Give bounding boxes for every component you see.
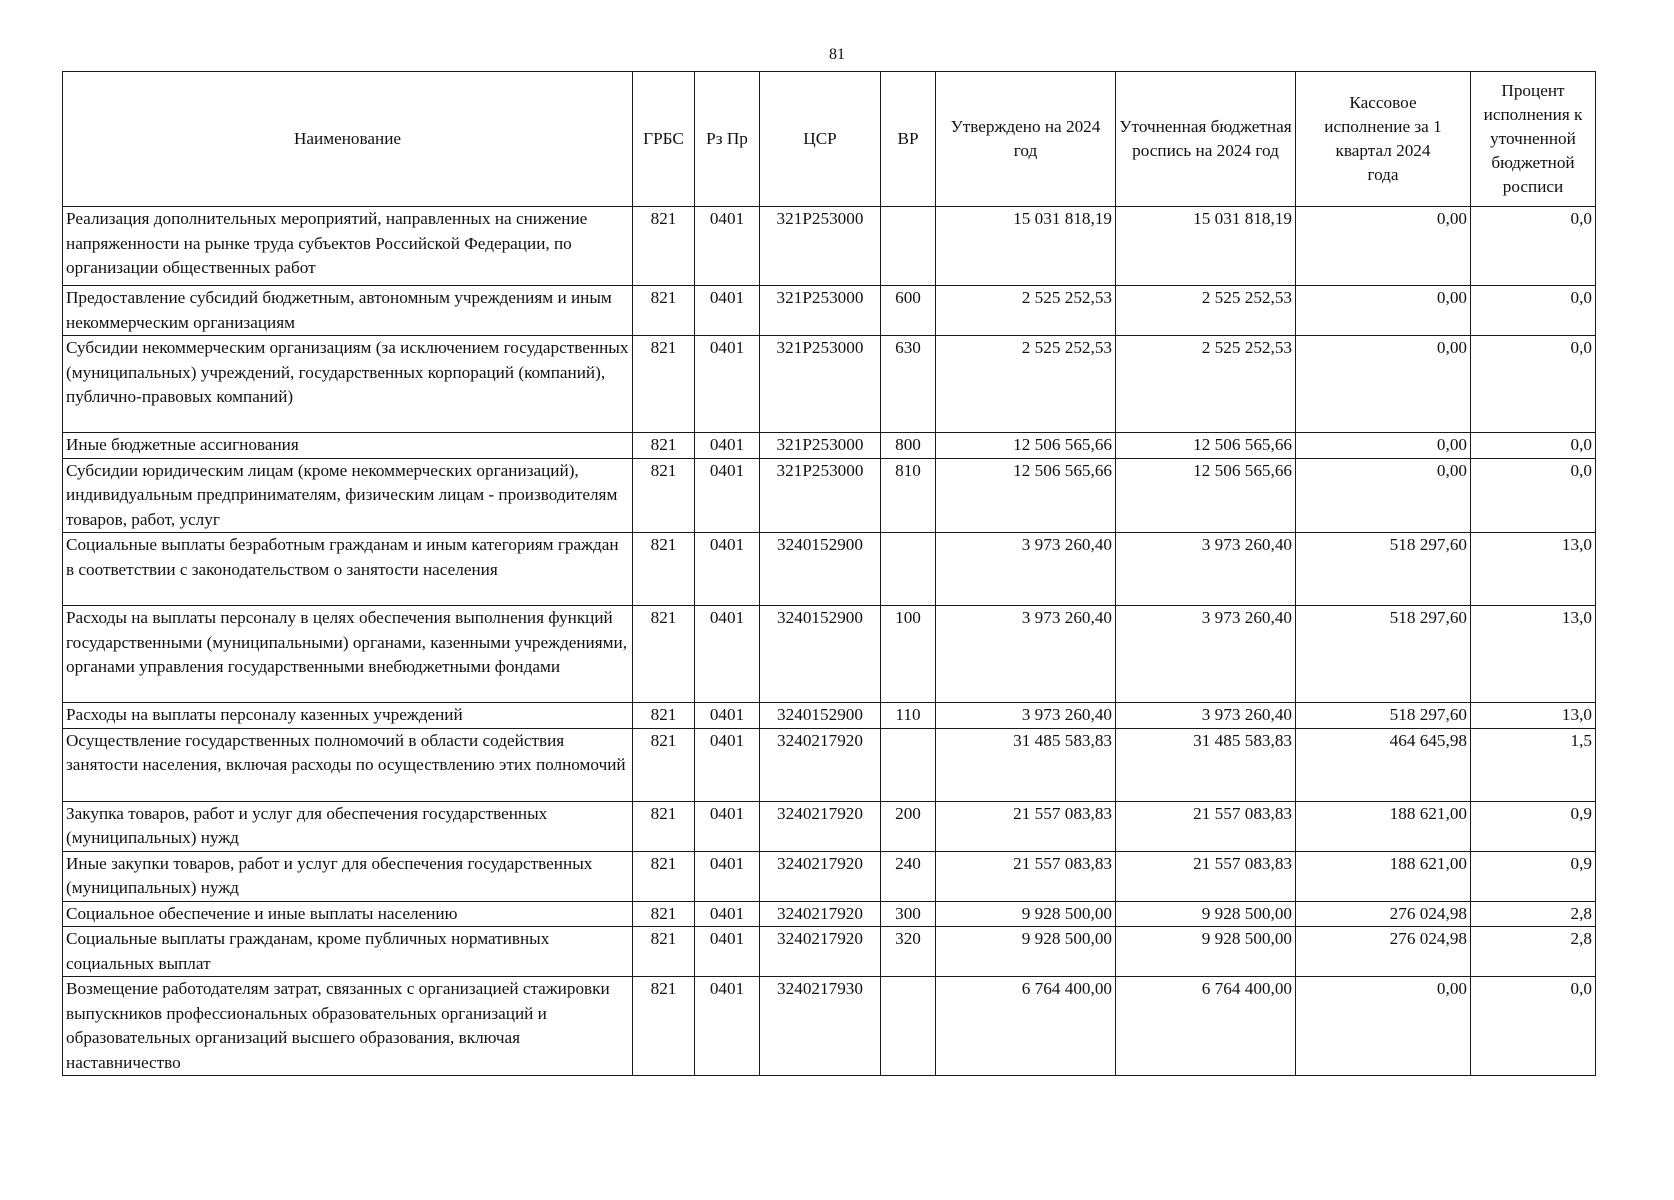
table-cell-rzpr: 0401 [695, 207, 760, 286]
budget-table [62, 71, 1596, 1076]
table-cell-cash: 0,00 [1296, 433, 1471, 459]
table-cell-name: Возмещение работодателям затрат, связанных с организацией стажировки выпускников профессиональных образовательных организаций и образовательных организаций высшего образования, включая наставничество [63, 977, 633, 1076]
table-cell-csr: 321Р253000 [760, 433, 881, 459]
table-cell-approved: 21 557 083,83 [936, 851, 1116, 901]
table-cell-name: Субсидии юридическим лицам (кроме некоммерческих организаций), индивидуальным предпринимателям, физическим лицам - производителям товаров, работ, услуг [63, 458, 633, 533]
table-cell-cash: 518 297,60 [1296, 703, 1471, 729]
table-cell-vr [881, 728, 936, 801]
table-row [63, 433, 1596, 459]
table-cell-name: Социальные выплаты безработным гражданам и иным категориям граждан в соответствии с законодательством о занятости населения [63, 533, 633, 606]
table-cell-name: Осуществление государственных полномочий в области содействия занятости населения, включая расходы по осуществлению этих полномочий [63, 728, 633, 801]
table-cell-percent: 0,0 [1471, 433, 1596, 459]
table-cell-rzpr: 0401 [695, 433, 760, 459]
table-cell-grbs: 821 [633, 458, 695, 533]
table-cell-name: Предоставление субсидий бюджетным, автономным учреждениям и иным некоммерческим организациям [63, 286, 633, 336]
table-cell-vr: 240 [881, 851, 936, 901]
table-cell-percent: 0,0 [1471, 286, 1596, 336]
table-cell-rzpr: 0401 [695, 703, 760, 729]
table-cell-refined: 12 506 565,66 [1116, 458, 1296, 533]
table-cell-rzpr: 0401 [695, 927, 760, 977]
table-cell-name: Иные бюджетные ассигнования [63, 433, 633, 459]
table-cell-cash: 0,00 [1296, 207, 1471, 286]
table-cell-approved: 3 973 260,40 [936, 606, 1116, 703]
header-row [63, 72, 1596, 207]
table-cell-rzpr: 0401 [695, 336, 760, 433]
table-cell-percent: 0,0 [1471, 458, 1596, 533]
table-cell-grbs: 821 [633, 977, 695, 1076]
table-cell-vr [881, 207, 936, 286]
table-cell-percent: 13,0 [1471, 606, 1596, 703]
table-cell-vr: 600 [881, 286, 936, 336]
table-cell-name: Расходы на выплаты персоналу в целях обеспечения выполнения функций государственными (муниципальными) органами, казенными учреждениями, органами управления государственными внебюджетными фондами [63, 606, 633, 703]
table-cell-grbs: 821 [633, 927, 695, 977]
header-grbs: ГРБС [633, 72, 695, 207]
table-row [63, 801, 1596, 851]
table-cell-approved: 31 485 583,83 [936, 728, 1116, 801]
table-cell-grbs: 821 [633, 533, 695, 606]
table-cell-approved: 3 973 260,40 [936, 703, 1116, 729]
table-cell-name: Субсидии некоммерческим организациям (за исключением государственных (муниципальных) учреждений, государственных корпораций (компаний), публично-правовых компаний) [63, 336, 633, 433]
table-cell-csr: 3240217920 [760, 851, 881, 901]
header-vr: ВР [881, 72, 936, 207]
table-row [63, 901, 1596, 927]
table-cell-grbs: 821 [633, 851, 695, 901]
table-cell-cash: 276 024,98 [1296, 901, 1471, 927]
table-cell-csr: 3240217920 [760, 801, 881, 851]
table-cell-cash: 188 621,00 [1296, 851, 1471, 901]
table-row [63, 533, 1596, 606]
table-cell-vr [881, 977, 936, 1076]
table-cell-name: Закупка товаров, работ и услуг для обеспечения государственных (муниципальных) нужд [63, 801, 633, 851]
page-number: 81 [829, 46, 845, 63]
header-cash: Кассовое исполнение за 1 квартал 2024 года [1296, 72, 1471, 207]
table-cell-refined: 31 485 583,83 [1116, 728, 1296, 801]
table-cell-percent: 0,9 [1471, 801, 1596, 851]
table-cell-approved: 9 928 500,00 [936, 927, 1116, 977]
table-cell-name: Реализация дополнительных мероприятий, направленных на снижение напряженности на рынке труда субъектов Российской Федерации, по организации общественных работ [63, 207, 633, 286]
table-cell-approved: 12 506 565,66 [936, 458, 1116, 533]
table-cell-approved: 2 525 252,53 [936, 336, 1116, 433]
table-cell-csr: 321Р253000 [760, 286, 881, 336]
table-cell-refined: 2 525 252,53 [1116, 286, 1296, 336]
table-cell-refined: 21 557 083,83 [1116, 851, 1296, 901]
table-cell-percent: 1,5 [1471, 728, 1596, 801]
table-cell-percent: 2,8 [1471, 901, 1596, 927]
table-cell-rzpr: 0401 [695, 901, 760, 927]
header-name: Наименование [63, 72, 633, 207]
table-cell-cash: 276 024,98 [1296, 927, 1471, 977]
table-cell-rzpr: 0401 [695, 458, 760, 533]
header-rzpr: Рз Пр [695, 72, 760, 207]
table-cell-csr: 3240152900 [760, 533, 881, 606]
table-cell-percent: 13,0 [1471, 703, 1596, 729]
table-cell-rzpr: 0401 [695, 286, 760, 336]
table-cell-percent: 0,0 [1471, 977, 1596, 1076]
table-row [63, 851, 1596, 901]
table-cell-approved: 15 031 818,19 [936, 207, 1116, 286]
table-cell-percent: 0,0 [1471, 336, 1596, 433]
table-cell-percent: 2,8 [1471, 927, 1596, 977]
table-cell-cash: 518 297,60 [1296, 533, 1471, 606]
table-cell-rzpr: 0401 [695, 977, 760, 1076]
table-cell-refined: 2 525 252,53 [1116, 336, 1296, 433]
table-cell-csr: 3240152900 [760, 703, 881, 729]
table-cell-percent: 13,0 [1471, 533, 1596, 606]
table-cell-refined: 3 973 260,40 [1116, 606, 1296, 703]
table-cell-vr: 110 [881, 703, 936, 729]
table-cell-approved: 12 506 565,66 [936, 433, 1116, 459]
table-cell-percent: 0,0 [1471, 207, 1596, 286]
table-row [63, 458, 1596, 533]
table-row [63, 336, 1596, 433]
table-row [63, 728, 1596, 801]
header-refined: Уточненная бюджетная роспись на 2024 год [1116, 72, 1296, 207]
table-cell-vr: 200 [881, 801, 936, 851]
table-row [63, 207, 1596, 286]
table-cell-name: Социальные выплаты гражданам, кроме публичных нормативных социальных выплат [63, 927, 633, 977]
table-row [63, 606, 1596, 703]
table-cell-cash: 518 297,60 [1296, 606, 1471, 703]
table-cell-refined: 15 031 818,19 [1116, 207, 1296, 286]
table-cell-cash: 0,00 [1296, 336, 1471, 433]
table-cell-rzpr: 0401 [695, 851, 760, 901]
table-cell-approved: 21 557 083,83 [936, 801, 1116, 851]
header-percent: Процент исполнения к уточненной бюджетной росписи [1471, 72, 1596, 207]
table-row [63, 286, 1596, 336]
table-row [63, 703, 1596, 729]
table-cell-refined: 6 764 400,00 [1116, 977, 1296, 1076]
table-cell-grbs: 821 [633, 703, 695, 729]
table-cell-vr: 810 [881, 458, 936, 533]
table-cell-csr: 3240152900 [760, 606, 881, 703]
table-cell-name: Социальное обеспечение и иные выплаты населению [63, 901, 633, 927]
table-cell-approved: 3 973 260,40 [936, 533, 1116, 606]
table-cell-rzpr: 0401 [695, 606, 760, 703]
table-cell-csr: 3240217930 [760, 977, 881, 1076]
table-cell-percent: 0,9 [1471, 851, 1596, 901]
table-cell-name: Расходы на выплаты персоналу казенных учреждений [63, 703, 633, 729]
table-cell-cash: 464 645,98 [1296, 728, 1471, 801]
table-cell-vr: 630 [881, 336, 936, 433]
table-cell-cash: 0,00 [1296, 977, 1471, 1076]
table-cell-grbs: 821 [633, 286, 695, 336]
table-cell-refined: 9 928 500,00 [1116, 927, 1296, 977]
table-cell-approved: 9 928 500,00 [936, 901, 1116, 927]
table-cell-csr: 3240217920 [760, 728, 881, 801]
table-cell-grbs: 821 [633, 433, 695, 459]
table-cell-refined: 3 973 260,40 [1116, 703, 1296, 729]
table-cell-cash: 188 621,00 [1296, 801, 1471, 851]
table-cell-csr: 321Р253000 [760, 458, 881, 533]
table-cell-grbs: 821 [633, 606, 695, 703]
table-cell-refined: 9 928 500,00 [1116, 901, 1296, 927]
header-approved: Утверждено на 2024 год [936, 72, 1116, 207]
table-cell-csr: 321Р253000 [760, 207, 881, 286]
table-cell-approved: 6 764 400,00 [936, 977, 1116, 1076]
table-cell-refined: 12 506 565,66 [1116, 433, 1296, 459]
table-cell-vr: 320 [881, 927, 936, 977]
table-cell-vr: 300 [881, 901, 936, 927]
table-cell-rzpr: 0401 [695, 801, 760, 851]
table-cell-rzpr: 0401 [695, 533, 760, 606]
table-cell-vr: 800 [881, 433, 936, 459]
table-cell-grbs: 821 [633, 336, 695, 433]
table-cell-refined: 21 557 083,83 [1116, 801, 1296, 851]
table-cell-grbs: 821 [633, 207, 695, 286]
header-csr: ЦСР [760, 72, 881, 207]
table-cell-cash: 0,00 [1296, 458, 1471, 533]
table-cell-grbs: 821 [633, 901, 695, 927]
table-cell-vr [881, 533, 936, 606]
table-cell-vr: 100 [881, 606, 936, 703]
table-cell-csr: 3240217920 [760, 901, 881, 927]
table-row [63, 977, 1596, 1076]
table-cell-refined: 3 973 260,40 [1116, 533, 1296, 606]
table-cell-csr: 3240217920 [760, 927, 881, 977]
table-row [63, 927, 1596, 977]
table-cell-csr: 321Р253000 [760, 336, 881, 433]
table-cell-grbs: 821 [633, 728, 695, 801]
table-cell-rzpr: 0401 [695, 728, 760, 801]
table-cell-name: Иные закупки товаров, работ и услуг для обеспечения государственных (муниципальных) нужд [63, 851, 633, 901]
table-cell-approved: 2 525 252,53 [936, 286, 1116, 336]
table-cell-grbs: 821 [633, 801, 695, 851]
table-cell-cash: 0,00 [1296, 286, 1471, 336]
